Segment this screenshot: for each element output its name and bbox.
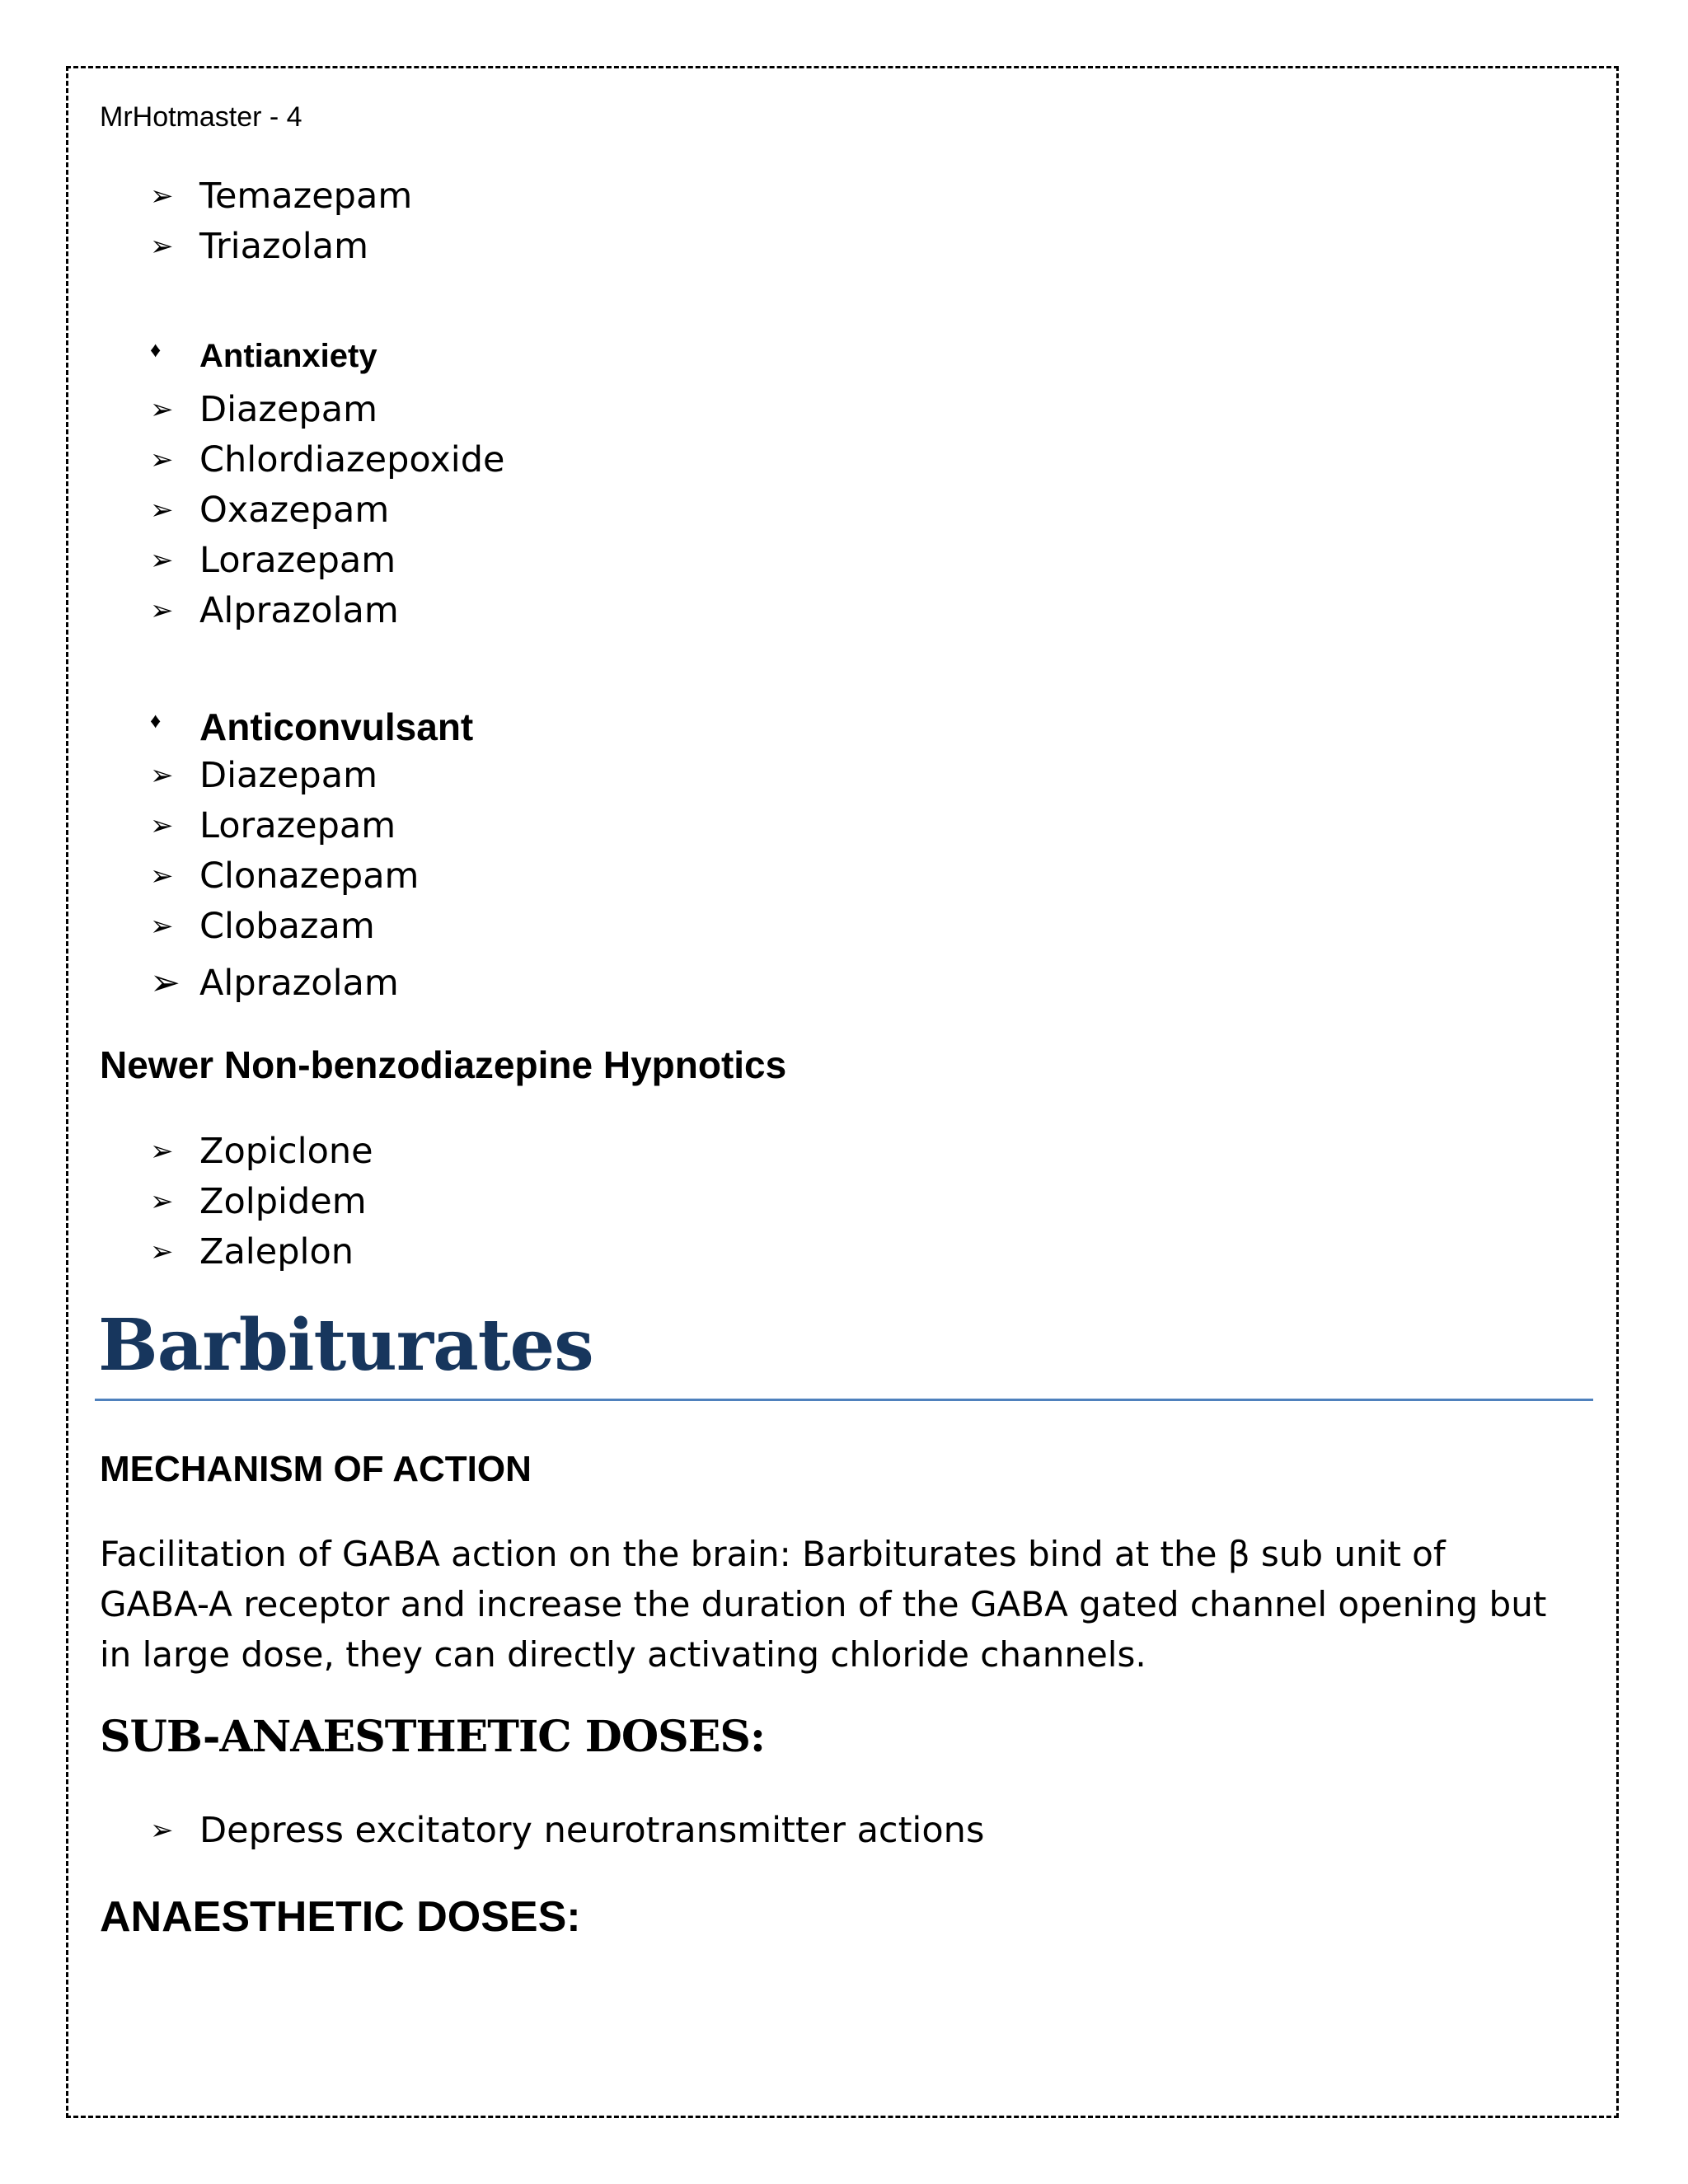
title-underline bbox=[95, 1399, 1593, 1401]
heading-anaesthetic-doses: ANAESTHETIC DOSES: bbox=[100, 1893, 581, 1941]
arrowhead-bullet-icon: ➢ bbox=[150, 1814, 174, 1847]
list-item-label: Oxazepam bbox=[199, 490, 390, 531]
list-item-label: Alprazolam bbox=[199, 963, 399, 1004]
list-item bbox=[150, 485, 389, 535]
arrowhead-bullet-icon: ➢ bbox=[150, 1135, 174, 1168]
section-title-barbiturates: Barbiturates bbox=[98, 1304, 593, 1387]
list-item bbox=[150, 586, 399, 635]
arrowhead-bullet-icon: ➢ bbox=[150, 393, 174, 426]
list-item bbox=[150, 536, 396, 585]
list-item bbox=[150, 958, 399, 1008]
list-item-label: Temazepam bbox=[199, 176, 413, 217]
list-item bbox=[150, 1806, 984, 1855]
list-item-label: Depress excitatory neurotransmitter actions bbox=[199, 1810, 985, 1851]
section-heading-label: Antianxiety bbox=[199, 337, 377, 374]
subheading-newer-hypnotics: Newer Non-benzodiazepine Hypnotics bbox=[100, 1043, 787, 1086]
list-item-label: Clonazepam bbox=[199, 855, 420, 897]
list-item-label: Zaleplon bbox=[199, 1231, 354, 1272]
list-item-label: Triazolam bbox=[199, 226, 368, 267]
arrowhead-bullet-icon: ➢ bbox=[150, 230, 174, 263]
arrowhead-bullet-icon: ➢ bbox=[150, 1235, 174, 1268]
mechanism-paragraph: Facilitation of GABA action on the brain: Barbiturates bind at the β sub unit of GABA-A receptor and increase the duration of the GABA gated channel opening but in large dose, they can directly activating chloride channels. bbox=[100, 1534, 1547, 1675]
arrowhead-bullet-icon: ➢ bbox=[150, 443, 174, 476]
arrowhead-bullet-icon: ➢ bbox=[150, 962, 181, 1004]
list-item bbox=[150, 902, 375, 951]
section-heading-label: Anticonvulsant bbox=[199, 705, 474, 748]
list-item-label: Lorazepam bbox=[199, 540, 396, 581]
list-item bbox=[150, 851, 419, 901]
arrowhead-bullet-icon: ➢ bbox=[150, 494, 174, 527]
section-heading-anticonvulsant bbox=[150, 702, 473, 752]
arrowhead-bullet-icon: ➢ bbox=[150, 544, 174, 577]
arrowhead-bullet-icon: ➢ bbox=[150, 594, 174, 627]
list-item bbox=[150, 1177, 367, 1226]
section-heading-antianxiety bbox=[150, 331, 377, 381]
heading-sub-anaesthetic-doses: SUB-ANAESTHETIC DOSES: bbox=[100, 1712, 766, 1762]
list-item-label: Zolpidem bbox=[199, 1181, 367, 1222]
page-header: MrHotmaster - 4 bbox=[100, 101, 302, 133]
list-item-label: Clobazam bbox=[199, 906, 375, 947]
list-item bbox=[150, 1127, 373, 1176]
list-item-label: Chlordiazepoxide bbox=[199, 439, 505, 480]
list-item bbox=[150, 751, 377, 800]
list-item-label: Lorazepam bbox=[199, 805, 396, 846]
list-item-label: Zopiclone bbox=[199, 1131, 373, 1172]
list-item bbox=[150, 801, 396, 851]
list-item bbox=[150, 385, 377, 434]
arrowhead-bullet-icon: ➢ bbox=[150, 1185, 174, 1218]
list-item-label: Diazepam bbox=[199, 755, 377, 796]
list-item-label: Diazepam bbox=[199, 389, 377, 430]
diamond-bullet-icon: ♦ bbox=[150, 337, 162, 362]
subheading-mechanism-of-action: MECHANISM OF ACTION bbox=[100, 1449, 532, 1489]
list-item bbox=[150, 171, 412, 221]
list-item bbox=[150, 222, 368, 271]
arrowhead-bullet-icon: ➢ bbox=[150, 809, 174, 842]
list-item bbox=[150, 1227, 354, 1277]
diamond-bullet-icon: ♦ bbox=[150, 708, 162, 733]
arrowhead-bullet-icon: ➢ bbox=[150, 910, 174, 943]
arrowhead-bullet-icon: ➢ bbox=[150, 860, 174, 893]
arrowhead-bullet-icon: ➢ bbox=[150, 180, 174, 213]
list-item-label: Alprazolam bbox=[199, 590, 399, 631]
list-item bbox=[150, 435, 505, 485]
arrowhead-bullet-icon: ➢ bbox=[150, 759, 174, 792]
